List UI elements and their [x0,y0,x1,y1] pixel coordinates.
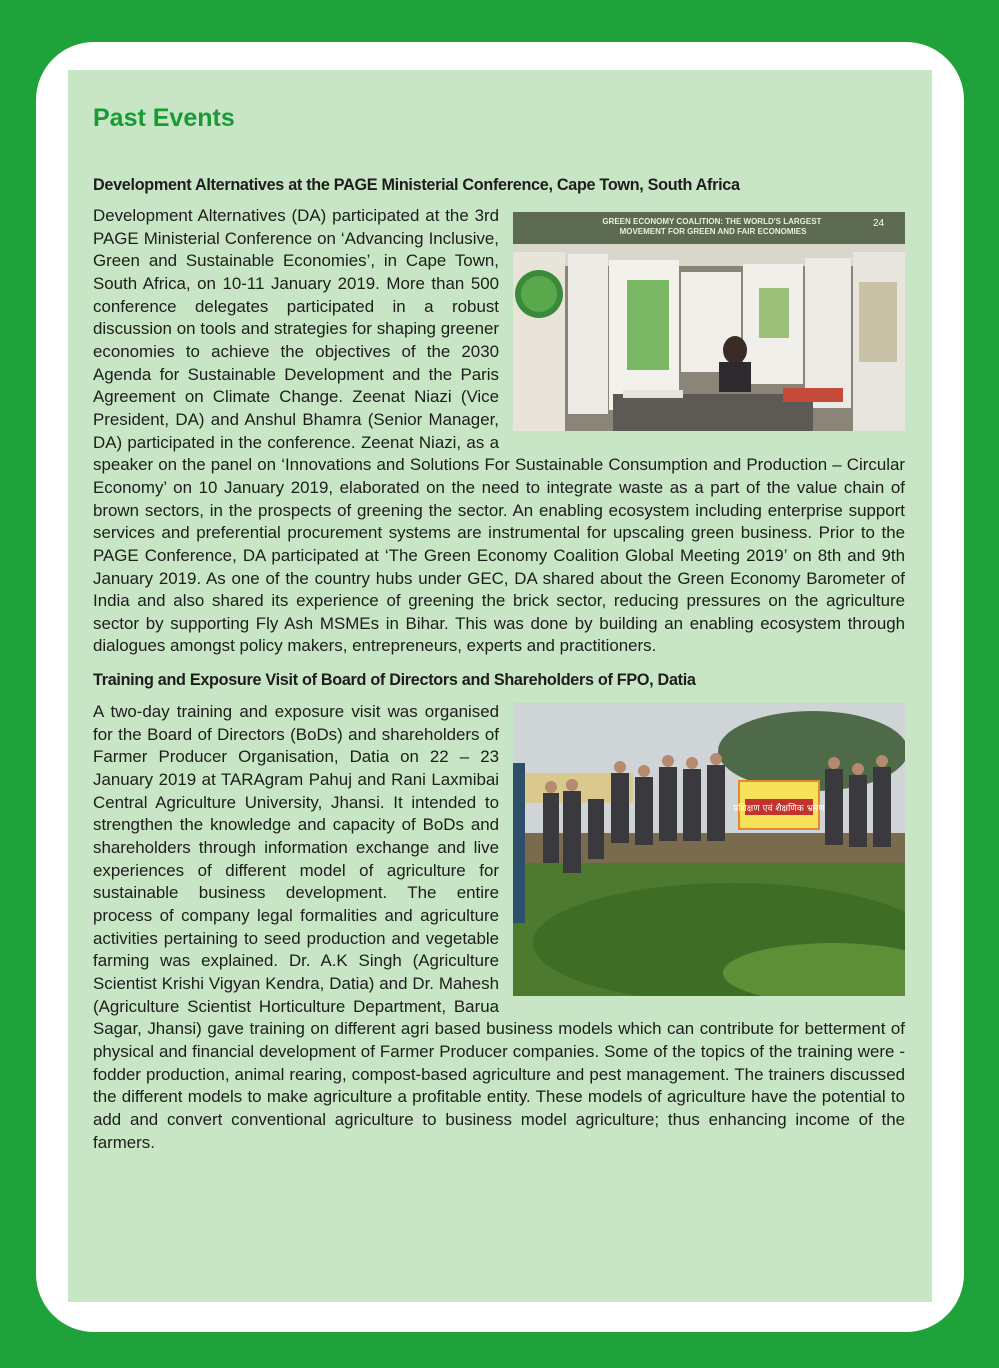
article2-heading: Training and Exposure Visit of Board of Directors and Shareholders of FPO, Datia [93,671,696,690]
article1 [93,205,905,658]
article1-photo [513,212,905,431]
article1-heading: Development Alternatives at the PAGE Ministerial Conference, Cape Town, South Africa [93,176,740,194]
conference-booth-photo [513,212,905,431]
photo-booth-number: 24 [873,218,885,229]
article2-photo [513,703,905,996]
farmers-group-photo [513,703,905,996]
article2-body: A two-day training and exposure visit was organised for the Board of Directors (BoDs) and shareholders of Farmer Producer Organisation, Datia on 22 – 23 January 2019 at TARAgram Pahuj and Rani Laxmibai Central Agriculture University, Jhansi. It intended to strengthen the knowledge and capacity of BoDs and shareholders through information exchange and live experiences of different model of agriculture for sustainable business development. The entire process of company legal formalities and agriculture activities pertaining to seed production and vegetable farming was explained. Dr. A.K Singh (Agriculture Scientist Krishi Vigyan Kendra, Datia) and Dr. Mahesh (Agriculture Scientist Horticulture Department, Barua Sagar, Jhansi) gave training on different agri based business models which can contribute for betterment of physical and financial development of Farmer Producer companies. Some of the topics of the training were - fodder production, animal rearing, compost-based agriculture and pest management. The trainers discussed the different models to make agriculture a profitable entity. These models of agriculture have the potential to add and convert conventional agriculture to business model agriculture; thus enhancing income of the farmers. [93,702,905,1152]
photo-banner-text: GREEN ECONOMY COALITION: THE WORLD'S LARGEST MOVEMENT FOR GREEN AND FAIR ECONOMIES [602,217,822,236]
page-title: Past Events [93,104,235,132]
photo-banner-text: प्रशिक्षण एवं शैक्षणिक भ्रमण [733,804,825,815]
article2 [93,701,905,1154]
article1-body: Development Alternatives (DA) participated at the 3rd PAGE Ministerial Conference on ‘Advancing Inclusive, Green and Sustainable Economies’, in Cape Town, South Africa, on 10-11 January 2019. More than 500 conference delegates participated in a robust discussion on tools and strategies for shaping greener economies to achieve the objectives of the 2030 Agenda for Sustainable Development and the Paris Agreement on Climate Change. Zeenat Niazi (Vice President, DA) and Anshul Bhamra (Senior Manager, DA) participated in the conference. Zeenat Niazi, as a speaker on the panel on ‘Innovations and Solutions For Sustainable Consumption and Production – Circular Economy’ on 10 January 2019, elaborated on the need to integrate waste as a part of the value chain of brown sectors, in the prospects of greening the sector. An enabling ecosystem including enterprise support services and preferential procurement systems are instrumental for upscaling green business. Prior to the PAGE Conference, DA participated at ‘The Green Economy Coalition Global Meeting 2019’ on 8th and 9th January 2019. As one of the country hubs under GEC, DA shared about the Green Economy Barometer of India and also shared its experience of greening the brick sector, reducing pressures on the agriculture sector by supporting Fly Ash MSMEs in Bihar. This was done by building an enabling ecosystem through dialogues amongst policy makers, entrepreneurs, experts and practitioners. [93,206,905,656]
newsletter-content [93,100,905,1154]
